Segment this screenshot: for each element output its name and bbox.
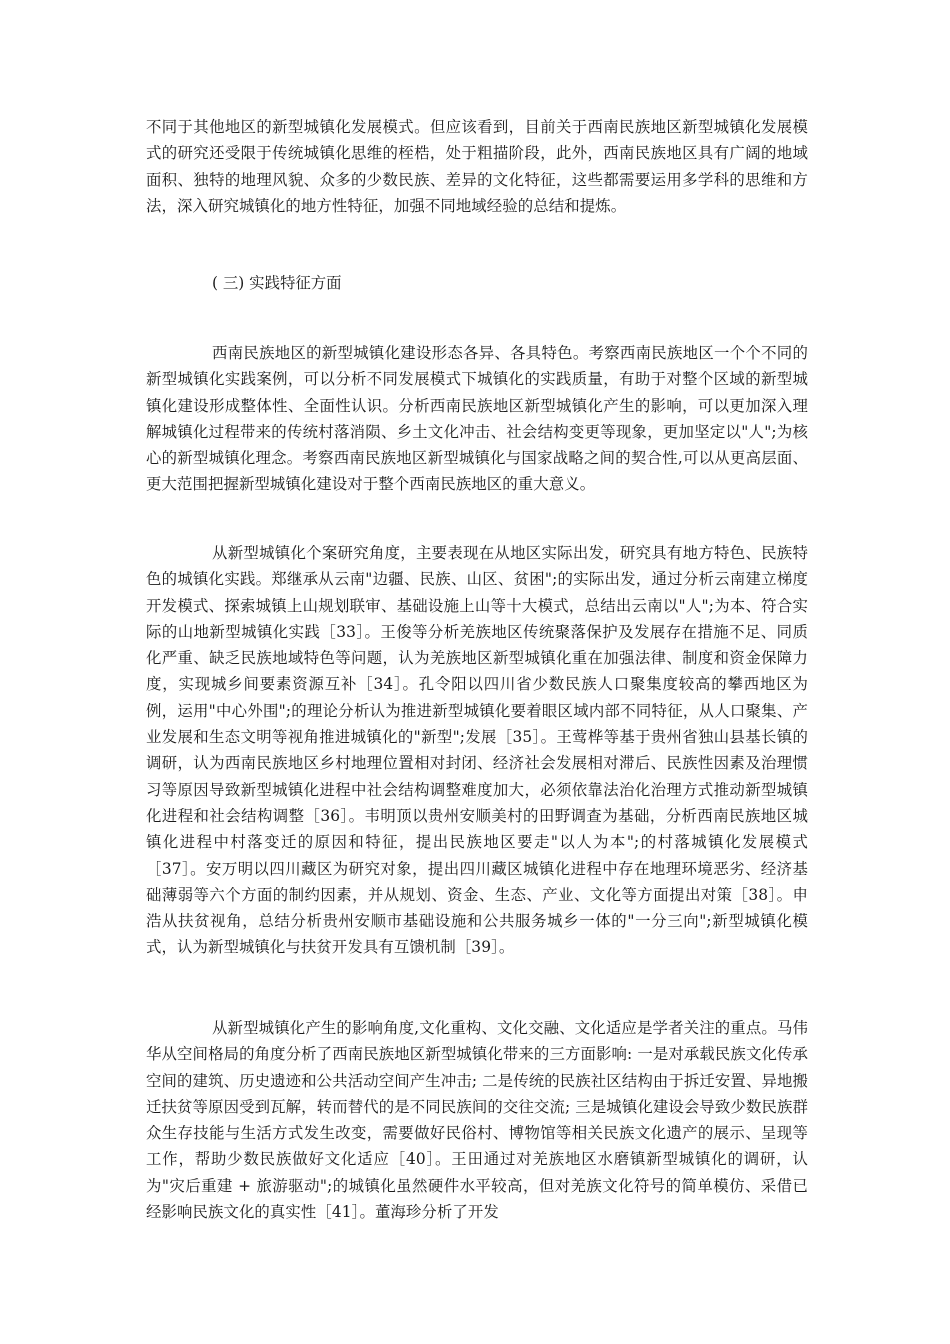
- paragraph-practice-overview: 西南民族地区的新型城镇化建设形态各异、各具特色。考察西南民族地区一个个不同的新型城镇化实践案例，可以分析不同发展模式下城镇化的实践质量，有助于对整个区域的新型城镇化建设形成整体性、全面性认识。分析西南民族地区新型城镇化产生的影响，可以更加深入理解城镇化过程带来的传统村落消陨、乡土文化冲击、社会结构变更等现象，更加坚定以"人";为核心的新型城镇化理念。考察西南民族地区新型城镇化与国家战略之间的契合性,可以从更高层面、更大范围把握新型城镇化建设对于整个西南民族地区的重大意义。: [146, 344, 808, 494]
- section-heading: ( 三) 实践特征方面: [212, 274, 342, 292]
- paragraph-impacts: 从新型城镇化产生的影响角度,文化重构、文化交融、文化适应是学者关注的重点。马伟华从空间格局的角度分析了西南民族地区新型城镇化带来的三方面影响: 一是对承载民族文化传承空间的建筑、历史遗迹和公共活动空间产生冲击; 二是传统的民族社区结构由于拆迁安置、异地搬迁扶贫等原因受到瓦解，转而替代的是不同民族间的交往交流; 三是城镇化建设会导致少数民族群众生存技能与生活方式发生改变，需要做好民俗村、博物馆等相关民族文化遗产的展示、呈现等工作，帮助少数民族做好文化适应［40］。王田通过对羌族地区水磨镇新型城镇化的调研，认为"灾后重建 + 旅游驱动";的城镇化虽然硬件水平较高，但对羌族文化符号的简单模仿、采借已经影响民族文化的真实性［41］。董海珍分析了开发: [146, 1019, 808, 1222]
- paragraph-case-studies: 从新型城镇化个案研究角度，主要表现在从地区实际出发，研究具有地方特色、民族特色的城镇化实践。郑继承从云南"边疆、民族、山区、贫困";的实际出发，通过分析云南建立梯度开发模式、探索城镇上山规划联审、基础设施上山等十大模式，总结出云南以"人";为本、符合实际的山地新型城镇化实践［33］。王俊等分析羌族地区传统聚落保护及发展存在措施不足、同质化严重、缺乏民族地域特色等问题，认为羌族地区新型城镇化重在加强法律、制度和资金保障力度，实现城乡间要素资源互补［34］。孔令阳以四川省少数民族人口聚集度较高的攀西地区为例，运用"中心外围";的理论分析认为推进新型城镇化要着眼区域内部不同特征，从人口聚集、产业发展和生态文明等视角推进城镇化的"新型";发展［35］。王莺桦等基于贵州省独山县基长镇的调研，认为西南民族地区乡村地理位置相对封闭、经济社会发展相对滞后、民族性因素及治理惯习等原因导致新型城镇化进程中社会结构调整难度加大，必须依靠法治化治理方式推动新型城镇化进程和社会结构调整［36］。韦明顶以贵州安顺美村的田野调查为基础，分析西南民族地区城镇化进程中村落变迁的原因和特征，提出民族地区要走"以人为本";的村落城镇化发展模式［37］。安万明以四川藏区为研究对象，提出四川藏区城镇化进程中存在地理环境恶劣、经济基础薄弱等六个方面的制约因素，并从规划、资金、生态、产业、文化等方面提出对策［38］。申浩从扶贫视角，总结分析贵州安顺市基础设施和公共服务城乡一体的"一分三向";新型城镇化模式，认为新型城镇化与扶贫开发具有互馈机制［39］。: [146, 544, 808, 957]
- paragraph-continuation: 不同于其他地区的新型城镇化发展模式。但应该看到，目前关于西南民族地区新型城镇化发展模式的研究还受限于传统城镇化思维的桎梏，处于粗描阶段，此外，西南民族地区具有广阔的地域面积、独特的地理风貌、众多的少数民族、差异的文化特征，这些都需要运用多学科的思维和方法，深入研究城镇化的地方性特征，加强不同地域经验的总结和提炼。: [146, 118, 808, 215]
